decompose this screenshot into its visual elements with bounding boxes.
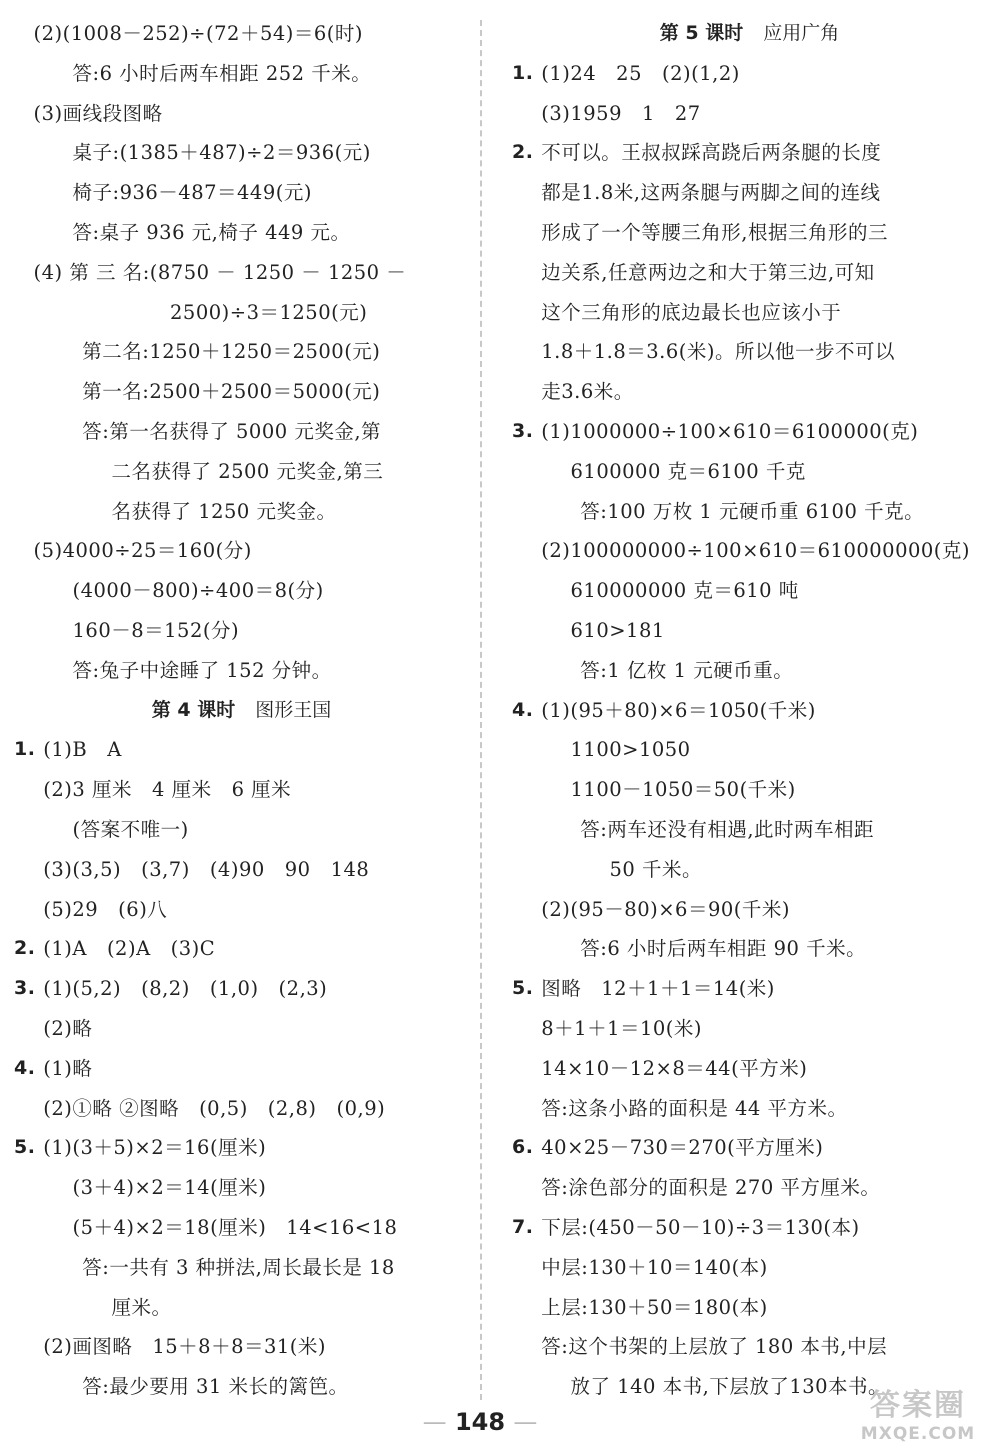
question-number: 5. [14, 1136, 36, 1159]
answer-text: 桌子:(1385＋487)÷2＝936(元) [72, 141, 371, 165]
answer-line [512, 492, 987, 532]
answer-text: (1)B A [43, 738, 122, 762]
answer-line [14, 213, 469, 253]
answer-line [14, 1089, 469, 1129]
answer-line [512, 372, 987, 412]
answer-line [14, 730, 469, 770]
answer-line [512, 452, 987, 492]
answer-line [14, 372, 469, 412]
answer-line [512, 1089, 987, 1129]
answer-line [512, 691, 987, 731]
answer-line [512, 770, 987, 810]
question-number: 1. [14, 738, 36, 761]
answer-text: 不可以。王叔叔踩高跷后两条腿的长度 [541, 141, 882, 165]
answer-line [512, 1128, 987, 1168]
answer-line [14, 452, 469, 492]
answer-text: 160－8＝152(分) [72, 618, 240, 642]
answer-text: 答:兔子中途睡了 152 分钟。 [72, 658, 332, 682]
answer-text: (答案不唯一) [72, 817, 189, 841]
answer-line [14, 1168, 469, 1208]
answer-text: 答:6 小时后两车相距 90 千米。 [580, 937, 867, 961]
answer-line [512, 332, 987, 372]
answer-line [14, 571, 469, 611]
answer-text: 14×10－12×8＝44(平方米) [541, 1056, 808, 1080]
answer-line [14, 412, 469, 452]
answer-text: (3＋4)×2＝14(厘米) [72, 1176, 267, 1200]
answer-line [14, 1049, 469, 1089]
answer-line [512, 810, 987, 850]
answer-text: (2)(95－80)×6＝90(千米) [541, 897, 790, 921]
answer-text: 答:100 万枚 1 元硬币重 6100 千克。 [580, 499, 925, 523]
answer-line [512, 571, 987, 611]
answer-text: 这个三角形的底边最长也应该小于 [541, 300, 842, 324]
answer-text: (1)(5,2) (8,2) (1,0) (2,3) [43, 977, 328, 1001]
answer-text: 下层:(450－50－10)÷3＝130(本) [541, 1215, 860, 1239]
answer-text: 都是1.8米,这两条腿与两脚之间的连线 [541, 181, 881, 205]
answer-line [14, 173, 469, 213]
answer-line [14, 1288, 469, 1328]
answer-line [512, 890, 987, 930]
watermark-logo [844, 1380, 992, 1450]
answer-text: 答:6 小时后两车相距 252 千米。 [72, 61, 372, 85]
answer-line [14, 1248, 469, 1288]
left-column [14, 14, 469, 1407]
watermark-line1: 答案圈 [870, 1388, 966, 1423]
answer-line [14, 850, 469, 890]
question-number: 6. [512, 1136, 534, 1159]
answer-line [14, 929, 469, 969]
question-number: 5. [512, 977, 534, 1000]
answer-line [14, 492, 469, 532]
answer-text: (3)(3,5) (3,7) (4)90 90 148 [43, 857, 370, 881]
answer-text: (5＋4)×2＝18(厘米) 14<16<18 [72, 1215, 398, 1239]
answer-text: 厘米。 [111, 1295, 172, 1319]
answer-line [14, 770, 469, 810]
answer-line [14, 1009, 469, 1049]
lesson-heading [14, 691, 469, 731]
answer-text: (5)29 (6)八 [43, 897, 168, 921]
answer-text: (5)4000÷25＝160(分) [33, 539, 252, 563]
answer-text: 答:第一名获得了 5000 元奖金,第 [82, 419, 382, 443]
answer-line [14, 969, 469, 1009]
answer-line [512, 253, 987, 293]
answer-line [14, 810, 469, 850]
answer-line [512, 1208, 987, 1248]
answer-line [14, 1367, 469, 1407]
answer-line [14, 133, 469, 173]
answer-text: (2)略 [43, 1016, 93, 1040]
answer-text: 答:桌子 936 元,椅子 449 元。 [72, 220, 351, 244]
answer-line [512, 133, 987, 173]
answer-text: 椅子:936－487＝449(元) [72, 181, 312, 205]
question-number: 4. [512, 698, 534, 721]
answer-text: 610>181 [570, 618, 665, 642]
answer-text: 答:这个书架的上层放了 180 本书,中层 [541, 1335, 888, 1359]
answer-text: 上层:130＋50＝180(本) [541, 1295, 768, 1319]
answer-text: (2)①略 ②图略 (0,5) (2,8) (0,9) [43, 1096, 386, 1120]
answer-text: (4000－800)÷400＝8(分) [72, 579, 324, 603]
question-number: 2. [14, 937, 36, 960]
answer-text: 边关系,任意两边之和大于第三边,可知 [541, 260, 875, 284]
answer-line [512, 412, 987, 452]
answer-line [14, 531, 469, 571]
lesson-title: 图形王国 [255, 698, 332, 721]
answer-text: 答:这条小路的面积是 44 平方米。 [541, 1096, 848, 1120]
answer-text: (2)画图略 15＋8＋8＝31(米) [43, 1335, 327, 1359]
answer-line [512, 929, 987, 969]
question-number: 2. [512, 141, 534, 164]
question-number: 1. [512, 61, 534, 84]
answer-line [512, 1248, 987, 1288]
answer-text: (2)100000000÷100×610＝610000000(克) [541, 539, 971, 563]
answer-line [14, 293, 469, 333]
answer-text: 名获得了 1250 元奖金。 [111, 499, 337, 523]
answer-line [512, 730, 987, 770]
answer-line [512, 1009, 987, 1049]
answer-text: 答:一共有 3 种拼法,周长最长是 18 [82, 1255, 395, 1279]
answer-text: 形成了一个等腰三角形,根据三角形的三 [541, 220, 888, 244]
answer-line [14, 1327, 469, 1367]
question-number: 3. [512, 419, 534, 442]
answer-text: 第一名:2500＋2500＝5000(元) [82, 380, 381, 404]
answer-text: (2)3 厘米 4 厘米 6 厘米 [43, 778, 292, 802]
answer-text: 50 千米。 [609, 857, 703, 881]
answer-text: 8＋1＋1＝10(米) [541, 1016, 702, 1040]
answer-text: 图略 12＋1＋1＝14(米) [541, 977, 775, 1001]
answer-text: 中层:130＋10＝140(本) [541, 1255, 768, 1279]
lesson-label: 第 5 课时 [659, 22, 744, 44]
answer-line [14, 253, 469, 293]
answer-text: 6100000 克＝6100 千克 [570, 459, 806, 483]
answer-text: 答:涂色部分的面积是 270 平方厘米。 [541, 1176, 881, 1200]
answer-line [14, 1128, 469, 1168]
answer-line [14, 890, 469, 930]
right-column [512, 14, 987, 1407]
answer-line [14, 54, 469, 94]
answer-text: (1)A (2)A (3)C [43, 937, 216, 961]
answer-line [512, 850, 987, 890]
answer-text: 40×25－730＝270(平方厘米) [541, 1136, 824, 1160]
answer-text: (1)(3＋5)×2＝16(厘米) [43, 1136, 267, 1160]
answer-line [512, 531, 987, 571]
answer-text: 2500)÷3＝1250(元) [170, 300, 368, 324]
answer-text: 1100－1050＝50(千米) [570, 778, 796, 802]
answer-line [14, 1208, 469, 1248]
lesson-label: 第 4 课时 [151, 698, 236, 721]
answer-line [512, 1327, 987, 1367]
answer-line [512, 1168, 987, 1208]
answer-line [512, 651, 987, 691]
lesson-title: 应用广角 [763, 22, 840, 44]
answer-line [512, 94, 987, 134]
answer-text: (2)(1008－252)÷(72＋54)＝6(时) [33, 22, 363, 45]
answer-text: (1)(95＋80)×6＝1050(千米) [541, 698, 816, 722]
answer-line [512, 213, 987, 253]
watermark-line2: MXQE.COM [860, 1424, 976, 1444]
answer-text: 610000000 克＝610 吨 [570, 579, 799, 603]
question-number: 4. [14, 1056, 36, 1079]
answer-text: 1100>1050 [570, 738, 691, 762]
answer-line [14, 651, 469, 691]
page-footer: — 148 — [422, 1408, 538, 1436]
answer-text: 放了 140 本书,下层放了130本书。 [570, 1375, 889, 1399]
lesson-heading [512, 14, 987, 54]
answer-text: 1.8＋1.8＝3.6(米)。所以他一步不可以 [541, 340, 895, 364]
answer-line [512, 54, 987, 94]
answer-line [512, 1049, 987, 1089]
answer-text: (4) 第 三 名:(8750 － 1250 － 1250 － [33, 260, 407, 284]
question-number: 3. [14, 977, 36, 1000]
answer-line [512, 173, 987, 213]
answer-text: (3)1959 1 27 [541, 101, 701, 125]
page-number: 148 [454, 1408, 506, 1436]
answer-text: 答:1 亿枚 1 元硬币重。 [580, 658, 794, 682]
answer-line [14, 94, 469, 134]
answer-text: 走3.6米。 [541, 380, 634, 404]
answer-line [512, 293, 987, 333]
answer-line [14, 611, 469, 651]
answer-line [512, 611, 987, 651]
answer-text: 答:两车还没有相遇,此时两车相距 [580, 817, 875, 841]
answer-text: (1)1000000÷100×610＝6100000(克) [541, 419, 919, 443]
question-number: 7. [512, 1215, 534, 1238]
answer-text: (1)24 25 (2)(1,2) [541, 61, 740, 85]
answer-line [512, 969, 987, 1009]
answer-text: 二名获得了 2500 元奖金,第三 [111, 459, 384, 483]
answer-text: (1)略 [43, 1056, 93, 1080]
answer-line [14, 332, 469, 372]
answer-line [14, 14, 469, 54]
answer-text: 答:最少要用 31 米长的篱笆。 [82, 1375, 349, 1399]
answer-text: 第二名:1250＋1250＝2500(元) [82, 340, 381, 364]
answer-line [512, 1288, 987, 1328]
column-divider [480, 20, 482, 1400]
answer-text: (3)画线段图略 [33, 101, 163, 125]
